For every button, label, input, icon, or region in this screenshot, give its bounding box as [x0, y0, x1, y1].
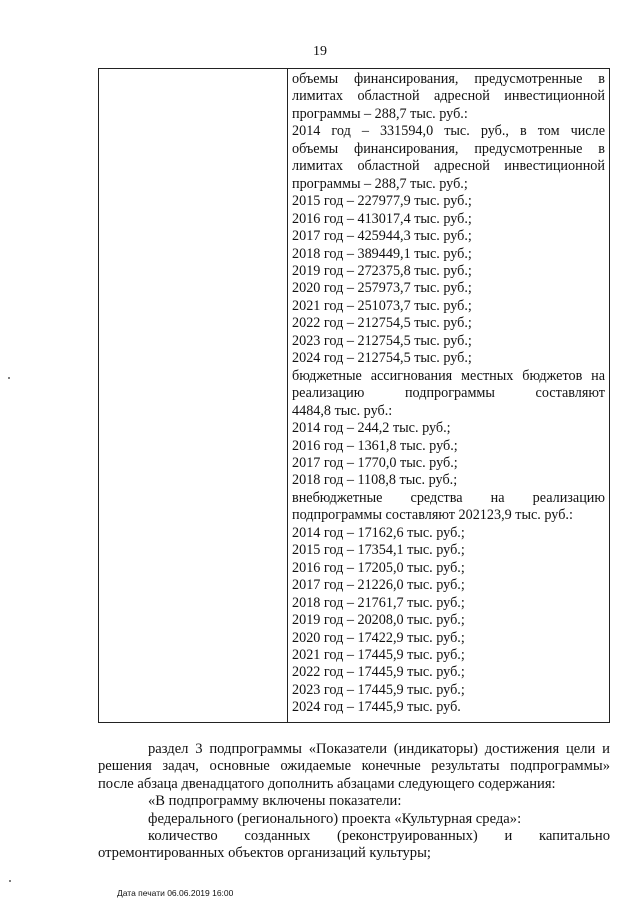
- table-line: 2021 год – 251073,7 тыс. руб.;: [292, 297, 472, 314]
- budget-table: [98, 68, 610, 723]
- table-line: 2024 год – 17445,9 тыс. руб.: [292, 699, 461, 716]
- table-line: 2024 год – 212754,5 тыс. руб.;: [292, 350, 472, 367]
- paragraph-line: решения задач, основные ожидаемые конечные результаты подпрограммы»: [98, 758, 610, 775]
- table-line: 2016 год – 1361,8 тыс. руб.;: [292, 437, 458, 454]
- table-line: 2016 год – 17205,0 тыс. руб.;: [292, 559, 465, 576]
- table-line: 2019 год – 20208,0 тыс. руб.;: [292, 612, 465, 629]
- table-line: реализацию подпрограммы составляют: [292, 385, 605, 402]
- table-line: программы – 288,7 тыс. руб.:: [292, 105, 468, 122]
- table-line: 2023 год – 212754,5 тыс. руб.;: [292, 332, 472, 349]
- page-number: 19: [313, 44, 327, 59]
- column-divider: [287, 69, 288, 722]
- table-line: бюджетные ассигнования местных бюджетов на: [292, 367, 605, 384]
- table-line: 2017 год – 425944,3 тыс. руб.;: [292, 228, 472, 245]
- table-line: 2018 год – 1108,8 тыс. руб.;: [292, 472, 458, 489]
- paragraph-line: после абзаца двенадцатого дополнить абзацами следующего содержания:: [98, 775, 556, 792]
- table-line: 4484,8 тыс. руб.:: [292, 402, 393, 419]
- table-line: объемы финансирования, предусмотренные в: [292, 140, 605, 157]
- table-line: внебюджетные средства на реализацию: [292, 489, 605, 506]
- table-line: 2014 год – 331594,0 тыс. руб., в том числе: [292, 123, 605, 140]
- paragraph-line: федерального (регионального) проекта «Культурная среда»:: [148, 810, 522, 827]
- table-line: программы – 288,7 тыс. руб.;: [292, 175, 468, 192]
- table-line: лимитах областной адресной инвестиционной: [292, 88, 605, 105]
- table-line: 2018 год – 21761,7 тыс. руб.;: [292, 594, 465, 611]
- table-line: 2023 год – 17445,9 тыс. руб.;: [292, 681, 465, 698]
- print-date: Дата печати 06.06.2019 16:00: [117, 888, 234, 898]
- scan-speck: [8, 377, 10, 379]
- table-line: 2017 год – 1770,0 тыс. руб.;: [292, 454, 458, 471]
- table-line: 2014 год – 17162,6 тыс. руб.;: [292, 524, 465, 541]
- paragraph-line: количество созданных (реконструированных) и капитально: [148, 828, 610, 845]
- table-line: объемы финансирования, предусмотренные в: [292, 71, 605, 87]
- table-line: 2014 год – 244,2 тыс. руб.;: [292, 420, 451, 437]
- amendment-text: [98, 741, 610, 863]
- table-line: подпрограммы составляют 202123,9 тыс. руб.:: [292, 507, 573, 524]
- paragraph-line: отремонтированных объектов организаций культуры;: [98, 845, 431, 862]
- table-line: 2020 год – 17422,9 тыс. руб.;: [292, 629, 465, 646]
- table-line: 2020 год – 257973,7 тыс. руб.;: [292, 280, 472, 297]
- paragraph-line: «В подпрограмму включены показатели:: [148, 793, 402, 810]
- funding-cell: [292, 71, 605, 717]
- table-line: 2018 год – 389449,1 тыс. руб.;: [292, 245, 472, 262]
- table-line: 2021 год – 17445,9 тыс. руб.;: [292, 646, 465, 663]
- table-line: 2015 год – 227977,9 тыс. руб.;: [292, 193, 472, 210]
- table-line: 2017 год – 21226,0 тыс. руб.;: [292, 577, 465, 594]
- table-line: 2016 год – 413017,4 тыс. руб.;: [292, 210, 472, 227]
- table-line: 2022 год – 17445,9 тыс. руб.;: [292, 664, 465, 681]
- scan-speck: [9, 880, 11, 882]
- table-line: 2019 год – 272375,8 тыс. руб.;: [292, 262, 472, 279]
- table-line: 2015 год – 17354,1 тыс. руб.;: [292, 542, 465, 559]
- table-line: лимитах областной адресной инвестиционной: [292, 158, 605, 175]
- table-line: 2022 год – 212754,5 тыс. руб.;: [292, 315, 472, 332]
- paragraph-line: раздел 3 подпрограммы «Показатели (индикаторы) достижения цели и: [148, 741, 610, 757]
